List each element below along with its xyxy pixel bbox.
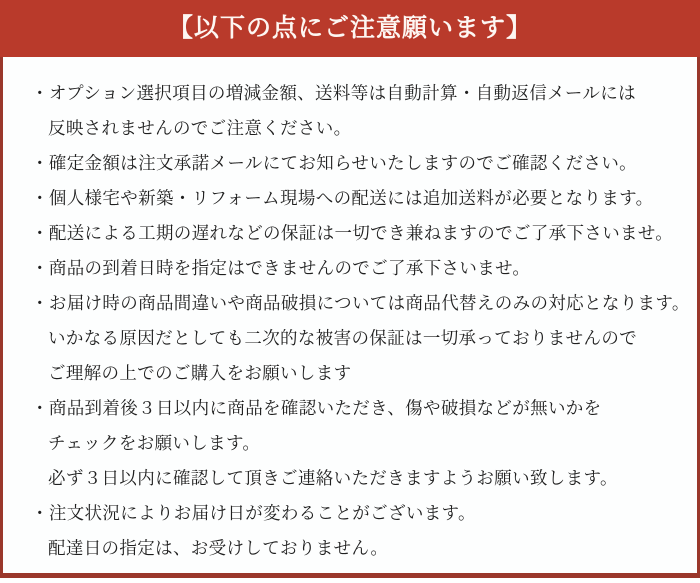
notice-line: ・配送による工期の遅れなどの保証は一切でき兼ねますのでご了承下さいませ。 bbox=[31, 224, 674, 244]
notice-header bbox=[0, 0, 700, 57]
notice-line: いかなる原因だとしても二次的な被害の保証は一切承っておりませんので bbox=[48, 329, 638, 349]
notice-body bbox=[0, 57, 700, 578]
notice-line: ・注文状況によりお届け日が変わることがございます。 bbox=[31, 504, 476, 524]
notice-line: 必ず３日以内に確認して頂きご連絡いただきますようお願い致します。 bbox=[48, 469, 618, 489]
notice-title: 【以下の点にご注意願います】 bbox=[167, 13, 532, 42]
notice-item-damage-replacement bbox=[31, 287, 690, 392]
notice-line: 反映されませんのでご注意ください。 bbox=[48, 119, 352, 139]
notice-item-final-price bbox=[31, 147, 675, 182]
notice-item-option-price bbox=[31, 77, 675, 147]
notice-item-check-within-3days bbox=[31, 392, 675, 497]
notice-line: ・商品の到着日時を指定はできませんのでご了承下さいませ。 bbox=[31, 259, 531, 279]
notice-item-delivery-date bbox=[31, 497, 675, 567]
notice-line: 配達日の指定は、お受けしておりません。 bbox=[48, 539, 389, 559]
notice-line: ・個人様宅や新築・リフォーム現場への配送には追加送料が必要となります。 bbox=[31, 189, 654, 209]
notice-item-arrival-time bbox=[31, 252, 675, 287]
notice-item-extra-shipping bbox=[31, 182, 675, 217]
notice-line: ・確定金額は注文承諾メールにてお知らせいたしますのでご確認ください。 bbox=[31, 154, 638, 174]
notice-line: ご理解の上でのご購入をお願いします bbox=[48, 364, 352, 384]
notice-line: ・商品到着後３日以内に商品を確認いただき、傷や破損などが無いかを bbox=[31, 399, 602, 419]
notice-line: ・お届け時の商品間違いや商品破損については商品代替えのみの対応となります。 bbox=[31, 294, 690, 314]
notice-item-delay-warranty bbox=[31, 217, 675, 252]
notice-line: ・オプション選択項目の増減金額、送料等は自動計算・自動返信メールには bbox=[31, 84, 636, 104]
notice-line: チェックをお願いします。 bbox=[48, 434, 261, 454]
